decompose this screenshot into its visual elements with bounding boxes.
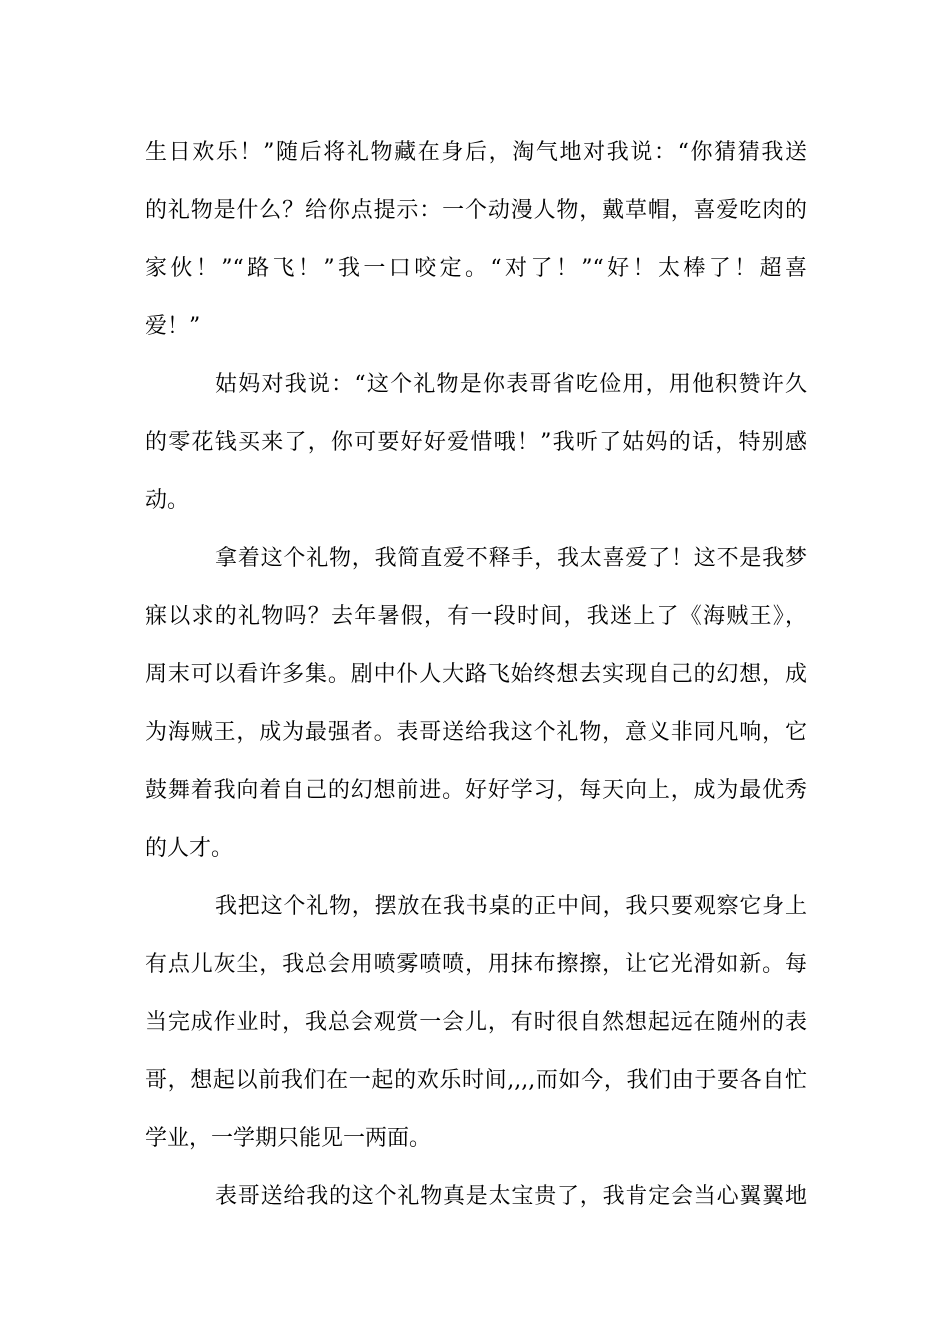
text-line: 当完成作业时，我总会观赏一会儿，有时很自然想起远在随州的表: [145, 1010, 807, 1035]
text-line: 姑妈对我说：“这个礼物是你表哥省吃俭用，用他积赞许久: [215, 372, 807, 397]
paragraph-1: [145, 128, 807, 360]
paragraph-4: [145, 882, 807, 1172]
paragraph-2: [145, 360, 807, 534]
text-line: 学业，一学期只能见一两面。: [145, 1126, 432, 1151]
text-line: 家伙！”“路飞！”我一口咬定。“对了！”“好！太棒了！超喜: [145, 256, 807, 281]
text-line: 动。: [145, 488, 190, 513]
text-line: 周末可以看许多集。剧中仆人大路飞始终想去实现自己的幻想，成: [145, 662, 807, 687]
text-line: 为海贼王，成为最强者。表哥送给我这个礼物，意义非同凡响，它: [145, 720, 807, 745]
text-line: 的零花钱买来了，你可要好好爱惜哦！”我听了姑妈的话，特别感: [145, 430, 807, 455]
text-line: 的人才。: [145, 836, 234, 861]
text-line: 拿着这个礼物，我简直爱不释手，我太喜爱了！这不是我梦: [215, 546, 807, 571]
text-line: 爱！”: [145, 314, 201, 339]
text-line: 哥，想起以前我们在一起的欢乐时间,,,,而如今，我们由于要各自忙: [145, 1068, 807, 1093]
text-line: 我把这个礼物，摆放在我书桌的正中间，我只要观察它身上: [215, 894, 807, 919]
paragraph-3: [145, 534, 807, 882]
text-line: 鼓舞着我向着自己的幻想前进。好好学习，每天向上，成为最优秀: [145, 778, 807, 803]
text-line: 生日欢乐！”随后将礼物藏在身后，淘气地对我说：“你猜猜我送: [145, 140, 807, 165]
text-line: 寐以求的礼物吗？去年暑假，有一段时间，我迷上了《海贼王》，: [145, 604, 807, 629]
paragraph-5: [145, 1172, 807, 1230]
text-line: 的礼物是什么？给你点提示：一个动漫人物，戴草帽，喜爱吃肉的: [145, 198, 807, 223]
text-line: 表哥送给我的这个礼物真是太宝贵了，我肯定会当心翼翼地: [215, 1184, 807, 1209]
text-line: 有点儿灰尘，我总会用喷雾喷喷，用抹布擦擦，让它光滑如新。每: [145, 952, 807, 977]
body-text: [145, 128, 807, 1230]
